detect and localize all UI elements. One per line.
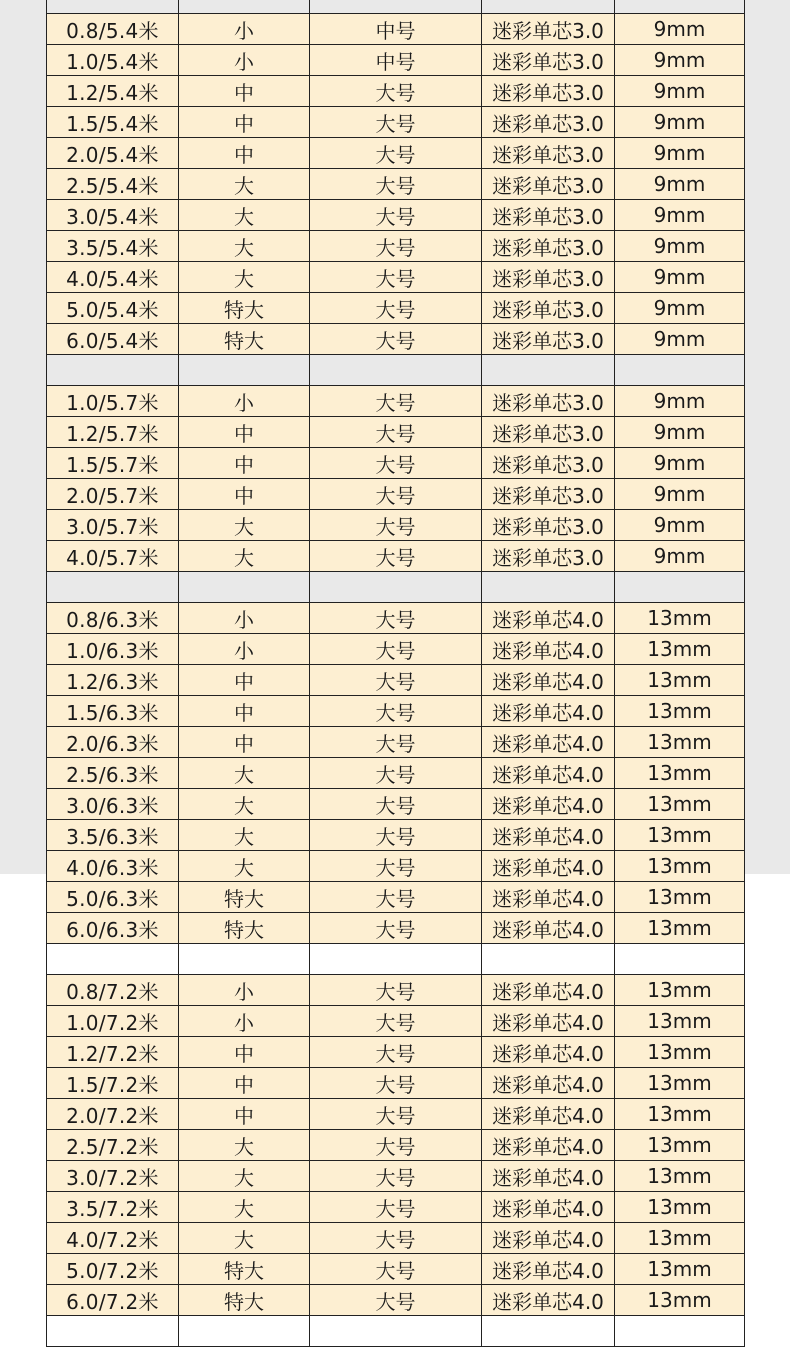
model-cell: 大号 xyxy=(310,1161,482,1192)
separator-cell xyxy=(179,944,310,975)
size-cell: 2.0/5.4米 xyxy=(47,138,179,169)
model-cell: 大号 xyxy=(310,1192,482,1223)
table-row xyxy=(47,820,745,851)
table-row xyxy=(47,76,745,107)
width-cell: 13mm xyxy=(615,1130,745,1161)
core-cell: 迷彩单芯4.0 xyxy=(482,1068,615,1099)
core-cell: 迷彩单芯3.0 xyxy=(482,262,615,293)
size-cell: 3.0/7.2米 xyxy=(47,1161,179,1192)
size-cell: 3.5/5.4米 xyxy=(47,231,179,262)
model-cell: 大号 xyxy=(310,1099,482,1130)
separator-cell xyxy=(47,355,179,386)
size-cell: 2.0/7.2米 xyxy=(47,1099,179,1130)
core-cell: 迷彩单芯4.0 xyxy=(482,882,615,913)
size-cell: 0.8/6.3米 xyxy=(47,603,179,634)
table-row xyxy=(47,1192,745,1223)
model-cell: 大号 xyxy=(310,820,482,851)
model-cell: 大号 xyxy=(310,913,482,944)
size-cell: 2.0/5.7米 xyxy=(47,479,179,510)
core-cell: 迷彩单芯3.0 xyxy=(482,386,615,417)
width-cell: 13mm xyxy=(615,758,745,789)
width-cell: 13mm xyxy=(615,975,745,1006)
size-cell: 5.0/7.2米 xyxy=(47,1254,179,1285)
table-row xyxy=(47,634,745,665)
table-row xyxy=(47,1037,745,1068)
separator-cell xyxy=(615,0,745,14)
table-row xyxy=(47,541,745,572)
core-cell: 迷彩单芯3.0 xyxy=(482,324,615,355)
separator-cell xyxy=(615,355,745,386)
width-cell: 9mm xyxy=(615,324,745,355)
table-row xyxy=(47,1254,745,1285)
separator-cell xyxy=(310,1316,482,1347)
core-cell: 迷彩单芯4.0 xyxy=(482,665,615,696)
width-cell: 13mm xyxy=(615,913,745,944)
width-cell: 13mm xyxy=(615,1161,745,1192)
separator-cell xyxy=(47,1316,179,1347)
grade-cell: 小 xyxy=(179,603,310,634)
grade-cell: 大 xyxy=(179,1192,310,1223)
grade-cell: 中 xyxy=(179,448,310,479)
size-cell: 1.5/7.2米 xyxy=(47,1068,179,1099)
size-cell: 2.0/6.3米 xyxy=(47,727,179,758)
model-cell: 中号 xyxy=(310,45,482,76)
width-cell: 13mm xyxy=(615,665,745,696)
model-cell: 大号 xyxy=(310,851,482,882)
separator-cell xyxy=(482,0,615,14)
size-cell: 1.0/7.2米 xyxy=(47,1006,179,1037)
core-cell: 迷彩单芯3.0 xyxy=(482,76,615,107)
size-cell: 1.0/5.4米 xyxy=(47,45,179,76)
separator-row xyxy=(47,0,745,14)
size-cell: 4.0/5.7米 xyxy=(47,541,179,572)
separator-cell xyxy=(179,1316,310,1347)
size-cell: 6.0/5.4米 xyxy=(47,324,179,355)
model-cell: 大号 xyxy=(310,1068,482,1099)
model-cell: 大号 xyxy=(310,417,482,448)
table-row xyxy=(47,1068,745,1099)
separator-cell xyxy=(615,572,745,603)
spec-table xyxy=(46,0,745,1347)
separator-cell xyxy=(615,1316,745,1347)
table-row xyxy=(47,14,745,45)
grade-cell: 小 xyxy=(179,1006,310,1037)
grade-cell: 特大 xyxy=(179,1285,310,1316)
table-row xyxy=(47,1161,745,1192)
core-cell: 迷彩单芯3.0 xyxy=(482,293,615,324)
model-cell: 中号 xyxy=(310,14,482,45)
grade-cell: 中 xyxy=(179,1068,310,1099)
model-cell: 大号 xyxy=(310,541,482,572)
size-cell: 1.2/7.2米 xyxy=(47,1037,179,1068)
separator-cell xyxy=(310,572,482,603)
core-cell: 迷彩单芯4.0 xyxy=(482,851,615,882)
model-cell: 大号 xyxy=(310,634,482,665)
grade-cell: 大 xyxy=(179,262,310,293)
separator-cell xyxy=(482,355,615,386)
size-cell: 1.5/5.7米 xyxy=(47,448,179,479)
model-cell: 大号 xyxy=(310,665,482,696)
core-cell: 迷彩单芯4.0 xyxy=(482,820,615,851)
width-cell: 13mm xyxy=(615,696,745,727)
size-cell: 6.0/7.2米 xyxy=(47,1285,179,1316)
grade-cell: 大 xyxy=(179,510,310,541)
core-cell: 迷彩单芯3.0 xyxy=(482,479,615,510)
table-row xyxy=(47,293,745,324)
separator-cell xyxy=(482,1316,615,1347)
core-cell: 迷彩单芯3.0 xyxy=(482,231,615,262)
core-cell: 迷彩单芯3.0 xyxy=(482,541,615,572)
width-cell: 9mm xyxy=(615,138,745,169)
core-cell: 迷彩单芯4.0 xyxy=(482,758,615,789)
width-cell: 9mm xyxy=(615,200,745,231)
table-row xyxy=(47,1285,745,1316)
width-cell: 13mm xyxy=(615,603,745,634)
size-cell: 1.5/5.4米 xyxy=(47,107,179,138)
table-row xyxy=(47,696,745,727)
width-cell: 9mm xyxy=(615,510,745,541)
table-row xyxy=(47,665,745,696)
size-cell: 4.0/5.4米 xyxy=(47,262,179,293)
grade-cell: 中 xyxy=(179,696,310,727)
size-cell: 4.0/6.3米 xyxy=(47,851,179,882)
table-row xyxy=(47,448,745,479)
grade-cell: 小 xyxy=(179,975,310,1006)
model-cell: 大号 xyxy=(310,293,482,324)
table-row xyxy=(47,200,745,231)
size-cell: 2.5/7.2米 xyxy=(47,1130,179,1161)
width-cell: 9mm xyxy=(615,386,745,417)
core-cell: 迷彩单芯4.0 xyxy=(482,696,615,727)
size-cell: 3.5/7.2米 xyxy=(47,1192,179,1223)
spec-table-body xyxy=(47,0,745,1347)
core-cell: 迷彩单芯4.0 xyxy=(482,1099,615,1130)
model-cell: 大号 xyxy=(310,76,482,107)
model-cell: 大号 xyxy=(310,1223,482,1254)
size-cell: 3.0/5.7米 xyxy=(47,510,179,541)
grade-cell: 大 xyxy=(179,169,310,200)
core-cell: 迷彩单芯3.0 xyxy=(482,200,615,231)
core-cell: 迷彩单芯4.0 xyxy=(482,727,615,758)
grade-cell: 中 xyxy=(179,1037,310,1068)
separator-cell xyxy=(47,0,179,14)
width-cell: 9mm xyxy=(615,448,745,479)
width-cell: 13mm xyxy=(615,727,745,758)
separator-row xyxy=(47,944,745,975)
grade-cell: 特大 xyxy=(179,913,310,944)
width-cell: 13mm xyxy=(615,851,745,882)
model-cell: 大号 xyxy=(310,1006,482,1037)
size-cell: 0.8/5.4米 xyxy=(47,14,179,45)
model-cell: 大号 xyxy=(310,603,482,634)
model-cell: 大号 xyxy=(310,1285,482,1316)
table-row xyxy=(47,138,745,169)
core-cell: 迷彩单芯4.0 xyxy=(482,603,615,634)
size-cell: 1.0/5.7米 xyxy=(47,386,179,417)
size-cell: 2.5/5.4米 xyxy=(47,169,179,200)
separator-cell xyxy=(310,0,482,14)
grade-cell: 特大 xyxy=(179,882,310,913)
width-cell: 13mm xyxy=(615,634,745,665)
width-cell: 13mm xyxy=(615,820,745,851)
width-cell: 9mm xyxy=(615,231,745,262)
core-cell: 迷彩单芯4.0 xyxy=(482,789,615,820)
width-cell: 9mm xyxy=(615,417,745,448)
grade-cell: 大 xyxy=(179,820,310,851)
grade-cell: 大 xyxy=(179,851,310,882)
width-cell: 9mm xyxy=(615,107,745,138)
width-cell: 9mm xyxy=(615,541,745,572)
grade-cell: 特大 xyxy=(179,324,310,355)
separator-row xyxy=(47,355,745,386)
core-cell: 迷彩单芯4.0 xyxy=(482,1192,615,1223)
width-cell: 9mm xyxy=(615,293,745,324)
model-cell: 大号 xyxy=(310,975,482,1006)
size-cell: 3.0/6.3米 xyxy=(47,789,179,820)
width-cell: 13mm xyxy=(615,1192,745,1223)
size-cell: 1.2/5.4米 xyxy=(47,76,179,107)
model-cell: 大号 xyxy=(310,324,482,355)
size-cell: 1.5/6.3米 xyxy=(47,696,179,727)
grade-cell: 小 xyxy=(179,386,310,417)
core-cell: 迷彩单芯3.0 xyxy=(482,45,615,76)
size-cell: 6.0/6.3米 xyxy=(47,913,179,944)
table-row xyxy=(47,789,745,820)
core-cell: 迷彩单芯4.0 xyxy=(482,913,615,944)
width-cell: 9mm xyxy=(615,45,745,76)
size-cell: 3.5/6.3米 xyxy=(47,820,179,851)
model-cell: 大号 xyxy=(310,448,482,479)
table-row xyxy=(47,107,745,138)
width-cell: 13mm xyxy=(615,1068,745,1099)
model-cell: 大号 xyxy=(310,758,482,789)
model-cell: 大号 xyxy=(310,882,482,913)
size-cell: 4.0/7.2米 xyxy=(47,1223,179,1254)
model-cell: 大号 xyxy=(310,262,482,293)
size-cell: 5.0/5.4米 xyxy=(47,293,179,324)
model-cell: 大号 xyxy=(310,169,482,200)
width-cell: 13mm xyxy=(615,882,745,913)
size-cell: 5.0/6.3米 xyxy=(47,882,179,913)
separator-row xyxy=(47,572,745,603)
core-cell: 迷彩单芯3.0 xyxy=(482,138,615,169)
width-cell: 13mm xyxy=(615,1099,745,1130)
table-row xyxy=(47,1130,745,1161)
separator-cell xyxy=(615,944,745,975)
core-cell: 迷彩单芯3.0 xyxy=(482,107,615,138)
model-cell: 大号 xyxy=(310,479,482,510)
core-cell: 迷彩单芯4.0 xyxy=(482,1161,615,1192)
table-row xyxy=(47,231,745,262)
core-cell: 迷彩单芯4.0 xyxy=(482,975,615,1006)
grade-cell: 中 xyxy=(179,479,310,510)
table-row xyxy=(47,975,745,1006)
grade-cell: 大 xyxy=(179,1130,310,1161)
grade-cell: 大 xyxy=(179,231,310,262)
width-cell: 13mm xyxy=(615,1254,745,1285)
width-cell: 13mm xyxy=(615,1285,745,1316)
core-cell: 迷彩单芯3.0 xyxy=(482,448,615,479)
size-cell: 0.8/7.2米 xyxy=(47,975,179,1006)
width-cell: 13mm xyxy=(615,1223,745,1254)
core-cell: 迷彩单芯4.0 xyxy=(482,1130,615,1161)
separator-cell xyxy=(179,355,310,386)
table-row xyxy=(47,45,745,76)
table-row xyxy=(47,727,745,758)
grade-cell: 中 xyxy=(179,138,310,169)
core-cell: 迷彩单芯4.0 xyxy=(482,1285,615,1316)
grade-cell: 中 xyxy=(179,1099,310,1130)
separator-row xyxy=(47,1316,745,1347)
core-cell: 迷彩单芯4.0 xyxy=(482,1037,615,1068)
separator-cell xyxy=(47,572,179,603)
separator-cell xyxy=(179,572,310,603)
model-cell: 大号 xyxy=(310,510,482,541)
model-cell: 大号 xyxy=(310,1037,482,1068)
width-cell: 13mm xyxy=(615,1037,745,1068)
grade-cell: 大 xyxy=(179,200,310,231)
core-cell: 迷彩单芯3.0 xyxy=(482,14,615,45)
model-cell: 大号 xyxy=(310,386,482,417)
width-cell: 9mm xyxy=(615,169,745,200)
grade-cell: 小 xyxy=(179,14,310,45)
model-cell: 大号 xyxy=(310,727,482,758)
model-cell: 大号 xyxy=(310,1254,482,1285)
table-row xyxy=(47,1006,745,1037)
width-cell: 9mm xyxy=(615,76,745,107)
core-cell: 迷彩单芯3.0 xyxy=(482,169,615,200)
model-cell: 大号 xyxy=(310,231,482,262)
grade-cell: 大 xyxy=(179,758,310,789)
separator-cell xyxy=(47,944,179,975)
table-row xyxy=(47,758,745,789)
table-row xyxy=(47,169,745,200)
width-cell: 9mm xyxy=(615,14,745,45)
size-cell: 1.0/6.3米 xyxy=(47,634,179,665)
core-cell: 迷彩单芯4.0 xyxy=(482,1006,615,1037)
grade-cell: 中 xyxy=(179,665,310,696)
table-row xyxy=(47,1099,745,1130)
table-row xyxy=(47,913,745,944)
width-cell: 13mm xyxy=(615,789,745,820)
grade-cell: 大 xyxy=(179,541,310,572)
table-row xyxy=(47,262,745,293)
separator-cell xyxy=(310,355,482,386)
table-row xyxy=(47,386,745,417)
grade-cell: 中 xyxy=(179,727,310,758)
table-row xyxy=(47,510,745,541)
grade-cell: 中 xyxy=(179,76,310,107)
grade-cell: 大 xyxy=(179,1223,310,1254)
grade-cell: 中 xyxy=(179,107,310,138)
table-row xyxy=(47,882,745,913)
table-row xyxy=(47,479,745,510)
core-cell: 迷彩单芯4.0 xyxy=(482,634,615,665)
table-row xyxy=(47,324,745,355)
model-cell: 大号 xyxy=(310,789,482,820)
model-cell: 大号 xyxy=(310,1130,482,1161)
table-row xyxy=(47,851,745,882)
separator-cell xyxy=(482,572,615,603)
table-row xyxy=(47,1223,745,1254)
size-cell: 3.0/5.4米 xyxy=(47,200,179,231)
width-cell: 9mm xyxy=(615,262,745,293)
size-cell: 1.2/6.3米 xyxy=(47,665,179,696)
size-cell: 2.5/6.3米 xyxy=(47,758,179,789)
grade-cell: 小 xyxy=(179,45,310,76)
separator-cell xyxy=(482,944,615,975)
grade-cell: 大 xyxy=(179,1161,310,1192)
width-cell: 13mm xyxy=(615,1006,745,1037)
table-row xyxy=(47,603,745,634)
model-cell: 大号 xyxy=(310,107,482,138)
grade-cell: 特大 xyxy=(179,293,310,324)
model-cell: 大号 xyxy=(310,696,482,727)
separator-cell xyxy=(179,0,310,14)
core-cell: 迷彩单芯3.0 xyxy=(482,510,615,541)
grade-cell: 大 xyxy=(179,789,310,820)
size-cell: 1.2/5.7米 xyxy=(47,417,179,448)
core-cell: 迷彩单芯3.0 xyxy=(482,417,615,448)
core-cell: 迷彩单芯4.0 xyxy=(482,1254,615,1285)
core-cell: 迷彩单芯4.0 xyxy=(482,1223,615,1254)
grade-cell: 小 xyxy=(179,634,310,665)
grade-cell: 中 xyxy=(179,417,310,448)
width-cell: 9mm xyxy=(615,479,745,510)
table-row xyxy=(47,417,745,448)
model-cell: 大号 xyxy=(310,138,482,169)
model-cell: 大号 xyxy=(310,200,482,231)
grade-cell: 特大 xyxy=(179,1254,310,1285)
separator-cell xyxy=(310,944,482,975)
